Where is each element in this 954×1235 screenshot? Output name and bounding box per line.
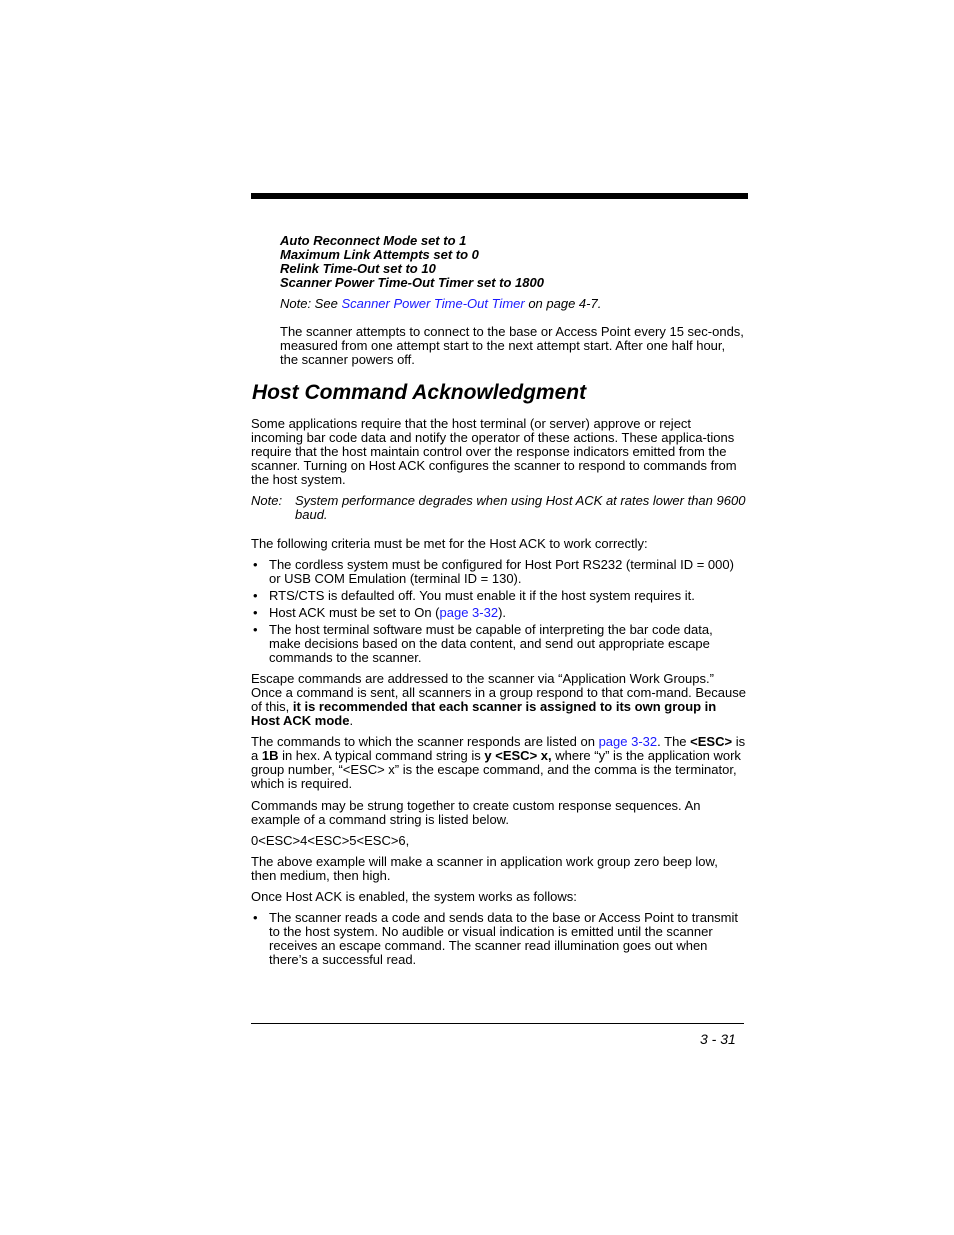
escape-commands-paragraph: [251, 672, 746, 728]
list-item-text: The host terminal software must be capable of interpreting the bar code data, make decisions based on the data content, and send out appropriate escape commands to the scanner.: [269, 622, 713, 665]
bullet: •: [253, 910, 258, 925]
bullet: •: [253, 557, 258, 572]
example-explanation: The above example will make a scanner in application work group zero beep low, then medium, then high.: [251, 854, 718, 883]
note-scanner-timeout: [280, 297, 601, 311]
bullet: •: [253, 588, 258, 603]
setting-line: Auto Reconnect Mode set to 1: [280, 233, 467, 248]
workflow-list: [251, 911, 746, 970]
paragraph-text: Escape commands are addressed to the scanner via “Application Work Groups.” Once a command is sent, all scanners in a group respond to that com-mand. Because of this,: [251, 671, 746, 714]
intro-paragraph: Some applications require that the host terminal (or server) approve or reject incoming bar code data and notify the operator of these actions. These applica-tions require that the host maintain control over the response indicators emitted from the scanner. Turning on Host ACK configures the scanner to respond to commands from the host system.: [251, 416, 737, 487]
list-item-text: RTS/CTS is defaulted off. You must enable it if the host system requires it.: [269, 588, 695, 603]
paragraph-text: The commands to which the scanner responds are listed on: [251, 734, 599, 749]
footer-rule: [251, 1023, 744, 1024]
paragraph-text: .: [349, 713, 354, 728]
strung-commands-paragraph: Commands may be strung together to create custom response sequences. An example of a command string is listed below.: [251, 798, 701, 827]
settings-list: [280, 234, 544, 290]
note-label: Note:: [251, 493, 283, 508]
list-item: [251, 589, 746, 603]
page-3-32-link[interactable]: page 3-32: [439, 605, 499, 620]
performance-note: [251, 494, 746, 522]
list-item: [251, 911, 746, 967]
paragraph-bold: it is recommended that each scanner is assigned to its own group in Host ACK mode: [251, 699, 717, 728]
scanner-power-timeout-link[interactable]: Scanner Power Time-Out Timer: [341, 296, 525, 311]
criteria-intro: The following criteria must be met for the Host ACK to work correctly:: [251, 536, 648, 551]
list-item: [251, 606, 746, 620]
list-item: [251, 623, 746, 665]
setting-line: Maximum Link Attempts set to 0: [280, 247, 479, 262]
list-item-text: The cordless system must be configured for Host Port RS232 (terminal ID = 000) or USB COM Emulation (terminal ID = 130).: [269, 557, 734, 586]
bullet: •: [253, 622, 258, 637]
paragraph-bold: <ESC>: [690, 734, 733, 749]
paragraph-text: is a: [251, 734, 746, 763]
section-heading: Host Command Acknowledgment: [252, 381, 587, 404]
reconnect-paragraph: The scanner attempts to connect to the base or Access Point every 15 sec-onds, measured from one attempt start to the next attempt start. After one half hour, the scanner powers off.: [280, 324, 744, 367]
note-suffix: on page 4-7.: [524, 296, 602, 311]
paragraph-text: where “y” is the application work group number, “<ESC> x” is the escape command, and the comma is the terminator, which is required.: [251, 748, 741, 791]
setting-line: Relink Time-Out set to 10: [280, 261, 436, 276]
commands-paragraph: [251, 735, 746, 791]
command-string-example: 0<ESC>4<ESC>5<ESC>6,: [251, 833, 410, 848]
list-item-text: ).: [498, 605, 507, 620]
list-item-text: Host ACK must be set to On (: [269, 605, 440, 620]
page-number: 3 - 31: [700, 1031, 736, 1047]
top-rule: [251, 193, 748, 199]
workflow-intro: Once Host ACK is enabled, the system works as follows:: [251, 889, 577, 904]
note-text: System performance degrades when using Host ACK at rates lower than 9600 baud.: [295, 493, 746, 522]
bullet: •: [253, 605, 258, 620]
paragraph-text: . The: [657, 734, 691, 749]
paragraph-bold: y <ESC> x,: [484, 748, 552, 763]
paragraph-bold: 1B: [261, 748, 279, 763]
paragraph-text: in hex. A typical command string is: [278, 748, 485, 763]
list-item-text: The scanner reads a code and sends data to the base or Access Point to transmit to the host system. No audible or visual indication is emitted until the scanner receives an escape command. The scanner read illumination goes out when there’s a successful read.: [269, 910, 738, 967]
setting-line: Scanner Power Time-Out Timer set to 1800: [280, 275, 544, 290]
note-prefix: Note: See: [280, 296, 342, 311]
criteria-list: [251, 558, 746, 668]
page-3-32-link[interactable]: page 3-32: [598, 734, 658, 749]
list-item: [251, 558, 746, 586]
